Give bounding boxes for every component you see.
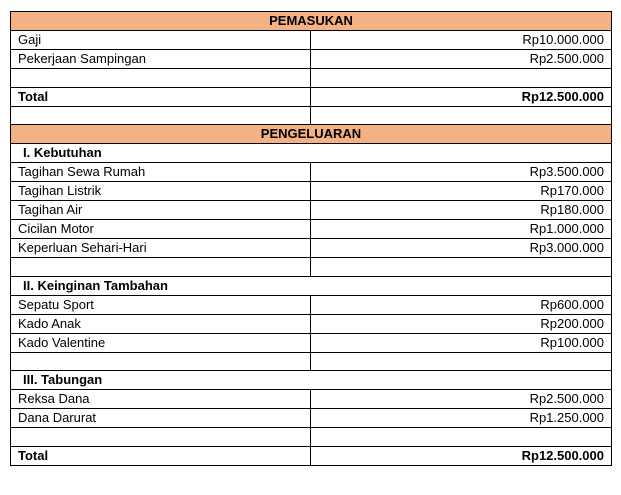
expense-total-row (11, 446, 612, 465)
group-header-row (11, 276, 612, 295)
expense-label-cell[interactable]: Tagihan Listrik (11, 182, 311, 201)
empty-cell[interactable] (311, 352, 612, 371)
empty-cell[interactable] (11, 352, 311, 371)
expense-header[interactable]: PENGELUARAN (11, 125, 612, 144)
income-total-label[interactable]: Total (11, 87, 311, 106)
expense-value-cell[interactable]: Rp170.000 (311, 182, 612, 201)
empty-row (11, 69, 612, 88)
income-value-cell[interactable]: Rp2.500.000 (311, 50, 612, 69)
table-row (11, 295, 612, 314)
empty-cell[interactable] (311, 258, 612, 277)
empty-cell[interactable] (311, 428, 612, 447)
table-row (11, 220, 612, 239)
income-total-row (11, 87, 612, 106)
empty-cell[interactable] (11, 69, 311, 88)
income-total-value[interactable]: Rp12.500.000 (311, 87, 612, 106)
group-title[interactable]: II. Keinginan Tambahan (11, 276, 612, 295)
empty-cell[interactable] (311, 106, 612, 125)
table-row (11, 50, 612, 69)
expense-value-cell[interactable]: Rp180.000 (311, 201, 612, 220)
income-header[interactable]: PEMASUKAN (11, 12, 612, 31)
income-label-cell[interactable]: Gaji (11, 31, 311, 50)
table-row (11, 409, 612, 428)
table-row (11, 314, 612, 333)
table-row (11, 163, 612, 182)
expense-label-cell[interactable]: Kado Anak (11, 314, 311, 333)
table-row (11, 182, 612, 201)
expense-label-cell[interactable]: Sepatu Sport (11, 295, 311, 314)
empty-row (11, 352, 612, 371)
expense-value-cell[interactable]: Rp600.000 (311, 295, 612, 314)
expense-label-cell[interactable]: Keperluan Sehari-Hari (11, 239, 311, 258)
expense-total-label[interactable]: Total (11, 446, 311, 465)
empty-row (11, 428, 612, 447)
empty-cell[interactable] (11, 106, 311, 125)
expense-value-cell[interactable]: Rp1.000.000 (311, 220, 612, 239)
expense-value-cell[interactable]: Rp3.500.000 (311, 163, 612, 182)
expense-value-cell[interactable]: Rp200.000 (311, 314, 612, 333)
expense-label-cell[interactable]: Tagihan Sewa Rumah (11, 163, 311, 182)
table-row (11, 239, 612, 258)
expense-value-cell[interactable]: Rp3.000.000 (311, 239, 612, 258)
expense-total-value[interactable]: Rp12.500.000 (311, 446, 612, 465)
empty-cell[interactable] (11, 258, 311, 277)
group-header-row (11, 371, 612, 390)
expense-label-cell[interactable]: Cicilan Motor (11, 220, 311, 239)
income-value-cell[interactable]: Rp10.000.000 (311, 31, 612, 50)
group-header-row (11, 144, 612, 163)
table-row (11, 201, 612, 220)
table-row (11, 390, 612, 409)
income-header-row (11, 12, 612, 31)
empty-cell[interactable] (311, 69, 612, 88)
expense-label-cell[interactable]: Tagihan Air (11, 201, 311, 220)
expense-header-row (11, 125, 612, 144)
expense-label-cell[interactable]: Reksa Dana (11, 390, 311, 409)
empty-row (11, 258, 612, 277)
expense-value-cell[interactable]: Rp2.500.000 (311, 390, 612, 409)
group-title[interactable]: I. Kebutuhan (11, 144, 612, 163)
empty-row (11, 106, 612, 125)
group-title[interactable]: III. Tabungan (11, 371, 612, 390)
table-row (11, 333, 612, 352)
table-row (11, 31, 612, 50)
expense-value-cell[interactable]: Rp100.000 (311, 333, 612, 352)
expense-value-cell[interactable]: Rp1.250.000 (311, 409, 612, 428)
empty-cell[interactable] (11, 428, 311, 447)
expense-label-cell[interactable]: Kado Valentine (11, 333, 311, 352)
income-label-cell[interactable]: Pekerjaan Sampingan (11, 50, 311, 69)
budget-table (10, 11, 612, 466)
expense-label-cell[interactable]: Dana Darurat (11, 409, 311, 428)
